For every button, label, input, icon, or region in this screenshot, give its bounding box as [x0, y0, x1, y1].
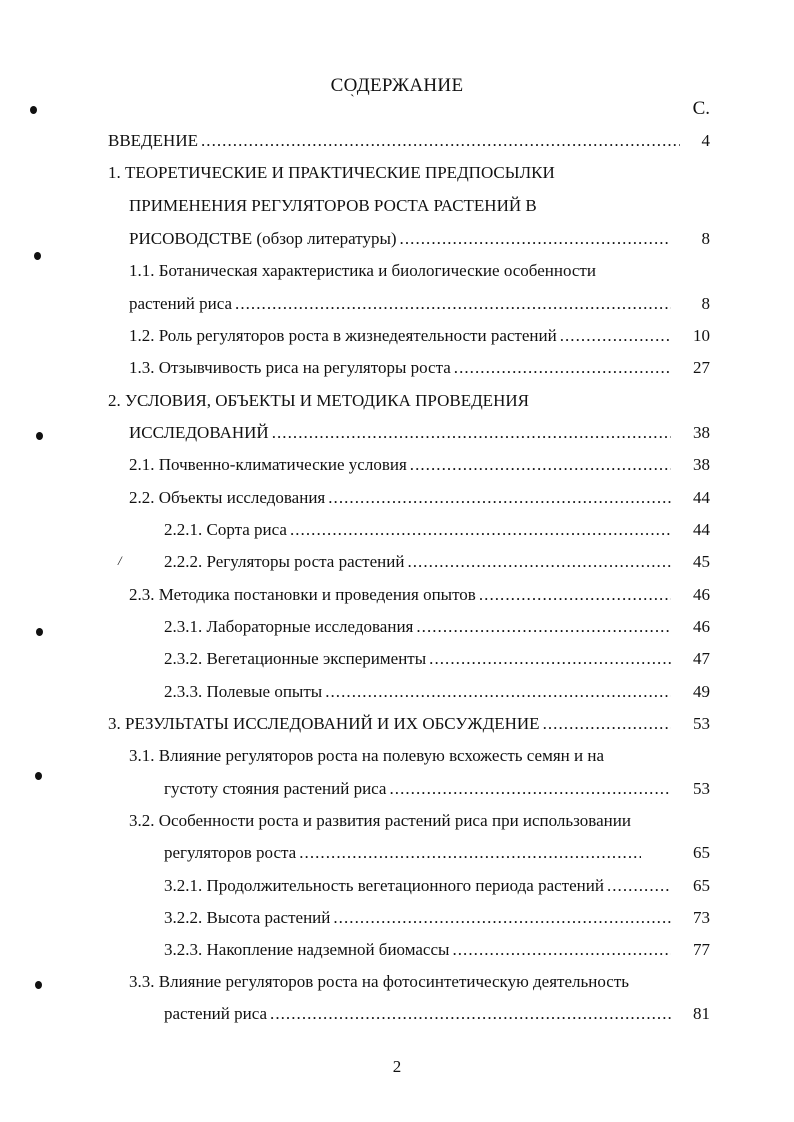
toc-entry-2-2-1 — [164, 519, 674, 541]
toc-entry-text: 2.2.2. Регуляторы роста растений — [164, 552, 405, 571]
toc-entry-3-2-3 — [164, 939, 674, 961]
toc-page-number: 46 — [693, 585, 710, 604]
toc-entry-2-3-2 — [164, 648, 674, 670]
toc-page-number: 8 — [701, 229, 710, 248]
toc-leader — [607, 875, 671, 897]
toc-leader — [543, 713, 671, 735]
toc-page-number: 65 — [693, 876, 710, 895]
toc-entry-2-3-1 — [164, 616, 674, 638]
toc-leader — [400, 228, 671, 250]
toc-leader — [429, 648, 671, 670]
footer-page-number: 2 — [392, 1057, 402, 1076]
toc-entry-text: РИСОВОДСТВЕ (обзор литературы) — [129, 229, 397, 248]
page-title: СОДЕРЖАНИЕ — [330, 75, 464, 96]
toc-page-number: 27 — [693, 358, 710, 377]
scan-mark-dot — [30, 106, 37, 114]
toc-entry-text: растений риса — [164, 1004, 268, 1023]
toc-entry-text: густоту стояния растений риса — [164, 779, 387, 798]
toc-entry-2-3-3 — [164, 681, 674, 703]
toc-entry-text: 1.3. Отзывчивость риса на регуляторы роста — [129, 358, 451, 377]
toc-leader — [454, 357, 671, 379]
toc-entry-text: регуляторов роста — [164, 843, 297, 862]
toc-page-number: 45 — [693, 552, 710, 571]
toc-entry-chapter-1-end — [129, 228, 674, 250]
toc-leader — [270, 1003, 671, 1025]
toc-entry-3-2-1 — [164, 875, 674, 897]
toc-entry-3-1: 3.1. Влияние регуляторов роста на полевую всхожесть семян и на — [129, 746, 604, 765]
toc-entry-chapter-2: 2. УСЛОВИЯ, ОБЪЕКТЫ И МЕТОДИКА ПРОВЕДЕНИЯ — [108, 391, 529, 410]
toc-leader — [407, 551, 671, 573]
toc-leader — [299, 842, 641, 864]
toc-entry-2-3 — [129, 584, 674, 606]
toc-entry-text: 3.2.3. Накопление надземной биомассы — [164, 940, 450, 959]
scan-mark-dot — [35, 981, 42, 989]
toc-page-number: 38 — [693, 423, 710, 442]
toc-page-number: 53 — [693, 779, 710, 798]
toc-page-number: 53 — [693, 714, 710, 733]
toc-entry-text: 2.3.3. Полевые опыты — [164, 682, 323, 701]
scan-mark-dot — [34, 252, 41, 260]
scan-mark-dot — [35, 772, 42, 780]
toc-page-number: 65 — [693, 843, 710, 862]
toc-leader — [416, 616, 671, 638]
toc-page-number: 38 — [693, 455, 710, 474]
toc-page-number: 8 — [701, 294, 710, 313]
toc-entry-1-1-cont — [129, 293, 674, 315]
toc-entry-text: 3.2.1. Продолжительность вегетационного периода растений — [164, 876, 604, 895]
toc-page-number: 10 — [693, 326, 710, 345]
toc-leader — [560, 325, 671, 347]
toc-page-number: 46 — [693, 617, 710, 636]
toc-entry-text: 3. РЕЗУЛЬТАТЫ ИССЛЕДОВАНИЙ И ИХ ОБСУЖДЕНИЕ — [108, 714, 540, 733]
toc-entry-chapter-1: 1. ТЕОРЕТИЧЕСКИЕ И ПРАКТИЧЕСКИЕ ПРЕДПОСЫЛКИ — [108, 163, 555, 182]
toc-leader — [328, 487, 671, 509]
toc-leader — [333, 907, 671, 929]
toc-leader — [410, 454, 671, 476]
toc-leader — [235, 293, 671, 315]
toc-entry-text: 2.3.1. Лабораторные исследования — [164, 617, 414, 636]
toc-page-number: 81 — [693, 1004, 710, 1023]
toc-page-number: 44 — [693, 520, 710, 539]
toc-page-number: 73 — [693, 908, 710, 927]
tick-mark: ` — [350, 93, 355, 108]
toc-page-number: 49 — [693, 682, 710, 701]
toc-entry-text: 2.2.1. Сорта риса — [164, 520, 287, 539]
toc-entry-chapter-1-cont: ПРИМЕНЕНИЯ РЕГУЛЯТОРОВ РОСТА РАСТЕНИЙ В — [129, 196, 537, 215]
scan-mark-dot — [36, 432, 43, 440]
toc-entry-text: ВВЕДЕНИЕ — [108, 131, 198, 150]
toc-leader — [325, 681, 671, 703]
toc-entry-intro — [108, 130, 683, 152]
toc-entry-text: ИССЛЕДОВАНИЙ — [129, 423, 269, 442]
toc-entry-chapter-3 — [108, 713, 674, 735]
toc-entry-3-1-cont — [164, 778, 674, 800]
toc-entry-2-2-2 — [164, 551, 674, 573]
scan-mark-dot — [36, 628, 43, 636]
side-mark: / — [118, 553, 122, 568]
toc-entry-text: 2.1. Почвенно-климатические условия — [129, 455, 407, 474]
toc-entry-text: растений риса — [129, 294, 233, 313]
toc-leader — [272, 422, 671, 444]
toc-entry-3-2-2 — [164, 907, 674, 929]
toc-leader — [290, 519, 671, 541]
toc-page-number: 47 — [693, 649, 710, 668]
page-column-header: С. — [692, 98, 710, 119]
toc-page-number: 4 — [701, 131, 710, 150]
toc-leader — [201, 130, 680, 152]
toc-entry-2-2 — [129, 487, 674, 509]
toc-page-number: 77 — [693, 940, 710, 959]
toc-page-number: 44 — [693, 488, 710, 507]
toc-entry-3-3-cont — [164, 1003, 674, 1025]
toc-entry-text: 2.3. Методика постановки и проведения опытов — [129, 585, 476, 604]
toc-entry-1-1: 1.1. Ботаническая характеристика и биологические особенности — [129, 261, 596, 280]
toc-entry-chapter-2-cont — [129, 422, 674, 444]
toc-entry-text: 3.2.2. Высота растений — [164, 908, 331, 927]
toc-entry-1-2 — [129, 325, 674, 347]
toc-entry-3-3: 3.3. Влияние регуляторов роста на фотосинтетическую деятельность — [129, 972, 629, 991]
toc-entry-2-1 — [129, 454, 674, 476]
toc-entry-text: 1.2. Роль регуляторов роста в жизнедеятельности растений — [129, 326, 557, 345]
toc-entry-text: 2.2. Объекты исследования — [129, 488, 326, 507]
toc-leader — [389, 778, 671, 800]
toc-entry-1-3 — [129, 357, 674, 379]
toc-leader — [479, 584, 671, 606]
toc-entry-3-2-cont — [164, 842, 644, 864]
toc-entry-text: 2.3.2. Вегетационные эксперименты — [164, 649, 427, 668]
toc-entry-3-2: 3.2. Особенности роста и развития растений риса при использовании — [129, 811, 631, 830]
toc-leader — [452, 939, 671, 961]
